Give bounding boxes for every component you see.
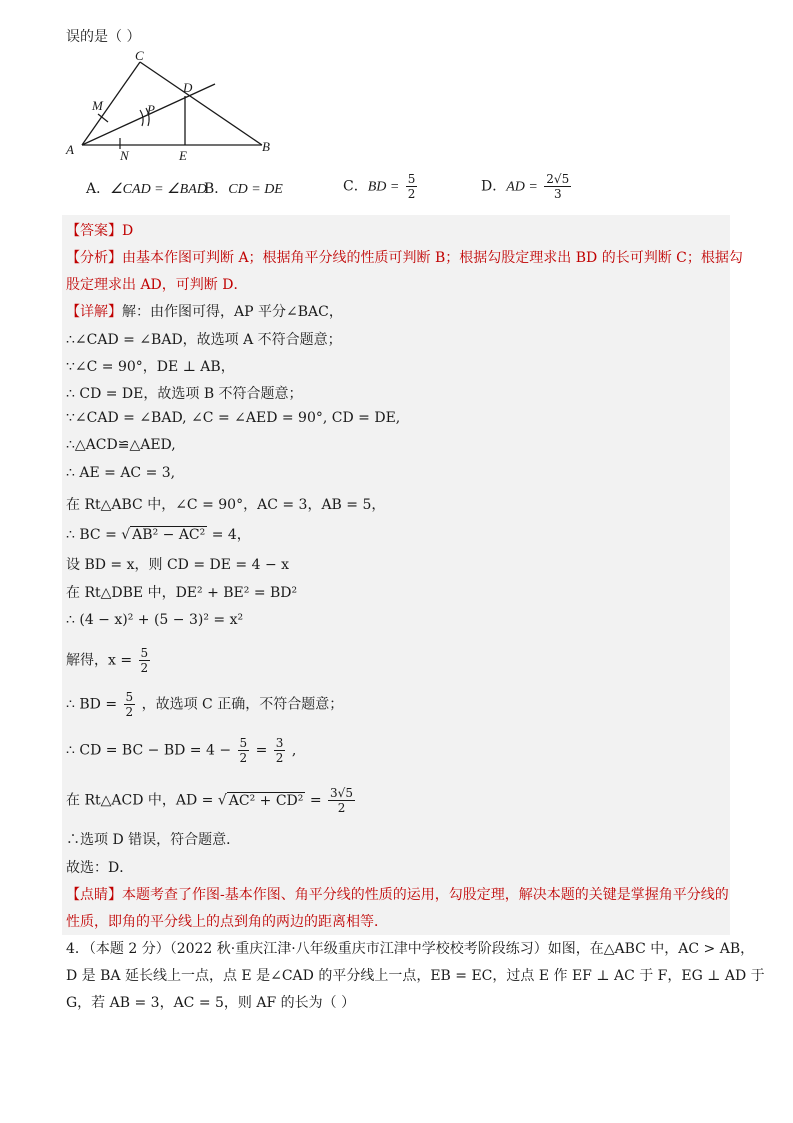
option-d[interactable]: D．AD = $\frac{2√5}{3}$ — [481, 172, 570, 201]
fraction: $\frac{3}{2}$ — [275, 736, 284, 765]
label-n: N — [120, 148, 129, 163]
option-b[interactable]: B．CD = DE — [204, 181, 283, 197]
answer-tag: 【答案】 — [66, 223, 122, 239]
comment-tag: 【点睛】 — [66, 887, 122, 903]
analysis-line-2: 股定理求出 AD，可判断 D． — [66, 277, 248, 293]
label-d: D — [183, 80, 193, 95]
next-question-line-1: 4．（本题 2 分）（2022 秋·重庆江津·八年级重庆市江津中学校校考阶段练习）如图，在△ABC 中，AC > AB， — [66, 941, 755, 957]
step-10: 设 BD = x，则 CD = DE = 4 − x — [66, 557, 290, 573]
analysis-tag: 【分析】 — [66, 250, 122, 266]
step-6: ∴△ACD≌△AED, — [66, 437, 176, 453]
detail-tag: 【详解】 — [66, 304, 122, 320]
step-15: ∴ CD = BC − BD = 4 − $\frac{5}{2}$ = $\frac{3}{2}$ , — [66, 736, 297, 765]
step-4: ∴ CD = DE，故选项 B 不符合题意； — [66, 386, 303, 402]
comment-line-1: 【点睛】本题考查了作图-基本作图、角平分线的性质的运用，勾股定理，解决本题的关键是掌握角平分线的 — [66, 887, 729, 903]
fraction: $\frac{5}{2}$ — [125, 690, 134, 719]
comment-line-2: 性质，即角的平分线上的点到角的两边的距离相等． — [66, 914, 388, 930]
solution-panel — [62, 215, 730, 935]
next-question-line-2: D 是 BA 延长线上一点，点 E 是∠CAD 的平分线上一点，EB = EC，过点 E 作 EF ⊥ AC 于 F，EG ⊥ AD 于 — [66, 968, 765, 984]
option-c-fraction: $\frac{5}{2}$ — [407, 172, 416, 201]
step-7: ∴ AE = AC = 3, — [66, 465, 176, 481]
step-11: 在 Rt△DBE 中，DE² + BE² = BD² — [66, 585, 298, 601]
side-ac — [82, 62, 140, 145]
side-cb — [140, 62, 262, 145]
next-question-line-3: G，若 AB = 3，AC = 5，则 AF 的长为（ ） — [66, 995, 356, 1011]
step-12: ∴ (4 − x)² + (5 − 3)² = x² — [66, 612, 244, 628]
step-8: 在 Rt△ABC 中，∠C = 90°，AC = 3，AB = 5， — [66, 497, 386, 513]
step-3: ∵∠C = 90°，DE ⊥ AB， — [66, 359, 235, 375]
step-5: ∵∠CAD = ∠BAD, ∠C = ∠AED = 90°, CD = DE, — [66, 410, 401, 426]
step-18: 故选：D． — [66, 860, 134, 876]
triangle-figure — [62, 48, 282, 166]
step-2: ∴∠CAD = ∠BAD，故选项 A 不符合题意； — [66, 332, 342, 348]
option-a[interactable]: A．∠CAD = ∠BAD — [86, 181, 207, 197]
option-d-fraction: $\frac{2√5}{3}$ — [546, 172, 570, 201]
step-14: ∴ BD = $\frac{5}{2}$ ，故选项 C 正确，不符合题意； — [66, 690, 344, 719]
label-e: E — [179, 148, 187, 163]
label-p: P — [147, 102, 155, 117]
label-b: B — [262, 139, 270, 154]
step-9: ∴ BC = √ AB² − AC² = 4， — [66, 527, 251, 543]
analysis-line-1: 【分析】由基本作图可判断 A；根据角平分线的性质可判断 B；根据勾股定理求出 BD 的长可判断 C；根据勾 — [66, 250, 743, 266]
question-prefix: 误的是（ ） — [66, 29, 141, 45]
step-13: 解得，x = $\frac{5}{2}$ — [66, 646, 149, 675]
fraction: $\frac{5}{2}$ — [140, 646, 149, 675]
fraction: $\frac{5}{2}$ — [239, 736, 248, 765]
label-m: M — [92, 98, 103, 113]
label-c: C — [135, 48, 144, 63]
answer-line — [66, 220, 133, 240]
answer-value: D — [122, 223, 134, 239]
fraction: $\frac{3√5}{2}$ — [330, 786, 353, 815]
step-17: ∴选项 D 错误，符合题意． — [66, 832, 241, 848]
step-16: 在 Rt△ACD 中，AD = √ AC² + CD² = $\frac{3√5}{2}$ — [66, 786, 353, 815]
label-a: A — [66, 142, 74, 157]
option-c[interactable]: C．BD = $\frac{5}{2}$ — [343, 172, 416, 201]
detail-line-1: 【详解】解：由作图可得，AP 平分∠BAC， — [66, 304, 343, 320]
